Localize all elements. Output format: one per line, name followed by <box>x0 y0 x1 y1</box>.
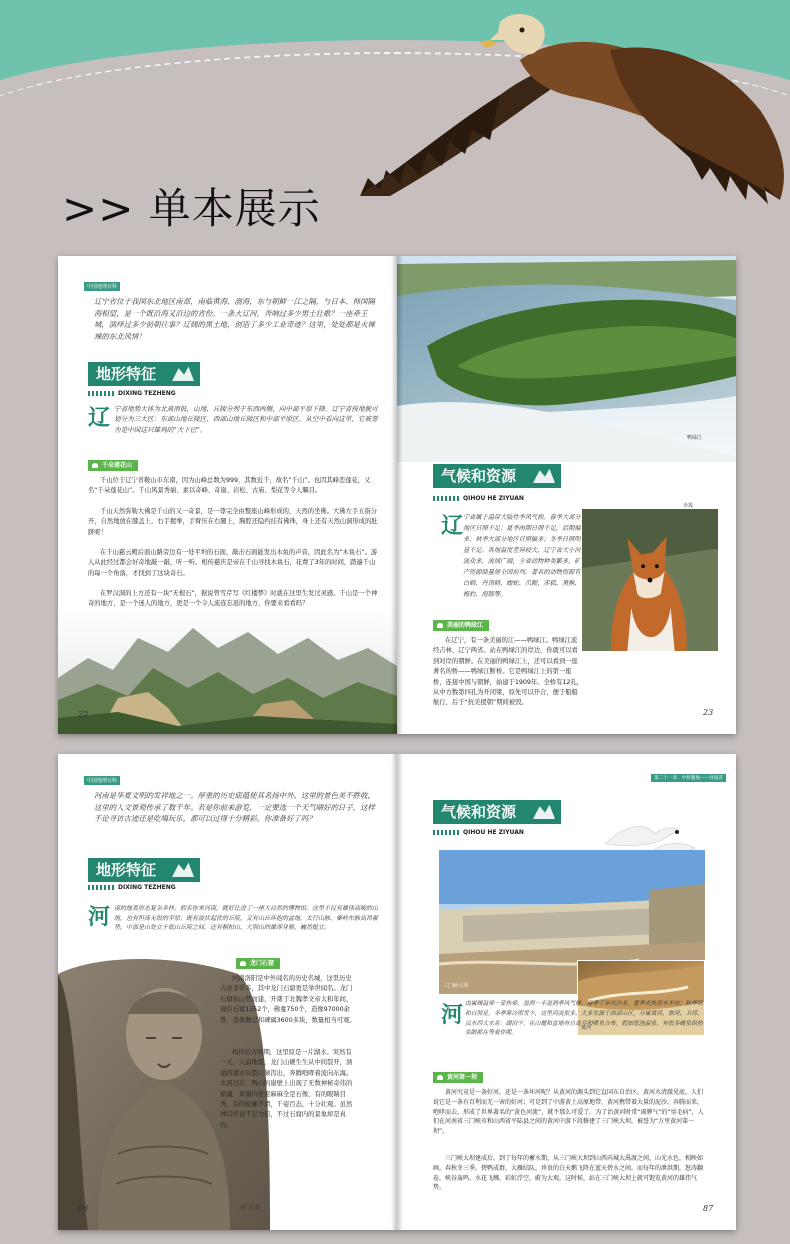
eagle-right-wing <box>610 48 784 201</box>
eagle-image <box>350 0 790 210</box>
book-spread-henan <box>58 754 736 1230</box>
book-spread-liaoning <box>58 256 736 734</box>
paragraph-1: 黄河究竟是一条好河，还是一条坏河呢？从黄河的源头到它直国东自治区，黄河水清澈见底，人们说它是一条有百利而无一害的好河；可是到了中游黄土高原地带，黄河携带着大量的泥沙，奔腾而来，咆哮而去，形成了世界著名的“黄色河流”，就不那么可爱了。为了治黄河时常“闹脾气”的“臭毛病”，人们在河南省三门峡市和山西省平陆县之间的黄河中游下段修建了三门峡大坝，被誉为“万里黄河第一坝”。 <box>433 1089 704 1136</box>
fox-caption: 赤狐 <box>683 503 694 509</box>
page-23 <box>397 256 736 734</box>
heading-climate-label: 气候和资源 <box>441 467 517 485</box>
sub-heading-longmen: 龙门石窟 <box>236 958 280 969</box>
lake-caption: 鸭绿江 <box>687 435 703 441</box>
paragraph-4: 在罗汉洞的上方还有一块“无根石”，据说曾雪芹写《红楼梦》时就在这里生发过灵感。千山是一个神奇的地方，是一个迷人的地方，更是一个令人流连忘返的地方，你要来看看吗？ <box>88 590 378 608</box>
hill-icon <box>533 467 555 483</box>
dropcap: 河 <box>88 904 111 930</box>
series-tag: 中国地理百科 <box>84 282 120 291</box>
page-86 <box>58 754 397 1230</box>
climate-text: 宁省属于温带大陆性季风气候。春季大部分地区日照不足；夏季雨期日照不足，后期偏多；秋季大部分地区日照偏多；冬季日照明显不足。各地温度差异较大，辽宁省大小河流众多，流域广阔，全省动物种类繁多，矿产资源储量居全国前列。著名的动物资源有白鹤、丹顶鹤、蝮蛇、爪鲵、赤狐、黑熊、梅豹、海豚等。 <box>463 514 581 598</box>
chapter-number: 第二十一章 <box>654 776 678 781</box>
pinyin-bar <box>433 830 459 835</box>
paragraph-2: 相传远古时期，这里原是一片湖水。突然有一天，天崩地裂，龙门山硬生生从中间裂开，汹涌的湖水从裂口倾泻出，奔腾咆哮着流向东海。水流过后，两山的崖壁上出现了无数神秘奇伟的窟窿，窟窿内密密麻麻全是石像，有的眼睛目秀，有的轮廓不清，千姿百态，十分壮观。虽然神话传说不足为信，不过石窟内的景象却是真的。 <box>220 1049 353 1129</box>
page-number: 22 <box>78 710 89 719</box>
heading-climate-label: 气候和资源 <box>441 803 517 821</box>
page-number: 86 <box>78 1204 89 1213</box>
terrain-text: 南的地表形态复杂多样。假若你来河南，就好比进了一座大自然的博物馆。这里不仅有雄伟高峻的山地，也有坦荡无垠的平原；既有波状起伏的丘陵，又有山丘环抱的盆地，太行山脉、秦岭东脉高昂蓄势，中部是山处立于低山丘陵之间，还有桐柏山、大别山的雄浑身躯，巍然挺立。 <box>114 905 379 932</box>
pinyin-bar <box>88 391 114 396</box>
intro-text: 辽宁省位于我国东北地区南部，南临黄海、渤海，东与朝鲜一江之隔，与日本、韩国隔海相望，是一个既沿海又沿边的省份。一条大辽河，奔响过多少男士壮歌？一座牵王城，演绎过多少前朝往事？辽阔的黑土地，创造了多少工业奇迹？这里，处处都是火辣辣的东北风情！ <box>94 297 375 341</box>
page-number: 87 <box>703 1204 714 1213</box>
chapter-tag <box>651 774 726 782</box>
yellow-caption: 黄河 <box>581 1025 592 1031</box>
sub-heading-qianshan: 千朵莲花山 <box>88 460 138 471</box>
heading-climate <box>433 464 561 488</box>
page-87 <box>397 754 736 1230</box>
eagle-left-wing-feathers <box>360 95 500 196</box>
sub-heading-yalu: 美丽的鸭绿江 <box>433 620 489 631</box>
page-22 <box>58 256 397 734</box>
heading-terrain-label: 地形特征 <box>96 861 157 879</box>
paragraph-1: 千山位于辽宁省鞍山市东南，因为山峰总数为999，其数近千，故名“千山”。也因其峰峦莲花，又名“千朵莲花山”。千山风景秀丽、素以奇峰、奇崖、岩松、古庙、梨花等令人瞩目。 <box>88 477 371 495</box>
red-fox-photo <box>581 508 719 652</box>
section-title: >> 单本展示 <box>62 184 321 233</box>
hill-icon <box>172 365 194 381</box>
heading-terrain-pinyin: DIXING TEZHENG <box>118 884 176 891</box>
pinyin-bar <box>433 496 459 501</box>
paragraph-2: 三门峡大坝建成后，到了每年的蓄水期，从三门峡大坝到山西芮城大禹渡之间，山光水色，相映如画。春秋冬三季，碧鸭成群，大雁结队，珍贵的白天鹅飞降在蓝天碧水之间。而每年的泄洪期，怒涛翻卷，峡谷轰鸣，水花飞溅，彩虹浮空，蔚为大观。这时候，站在三门峡大坝上就可饱览黄河的雄伟气势。 <box>433 1155 704 1192</box>
heading-terrain <box>88 858 200 882</box>
hill-icon <box>172 861 194 877</box>
paragraph-1: 河南洛阳是中外闻名的历史名城，这里历史古迹非常多，其中龙门石窟更是举世闻名。龙门石窟依山势而建，开凿于北魏孝文帝太和年间，现存石窟1352个，佛龛750个，造像97000余尊，造像题记和碑碣3600多块，数量相当可观。 <box>220 975 356 1024</box>
dropcap: 辽 <box>441 513 464 539</box>
book-gutter <box>391 754 403 1230</box>
series-tag: 中国地理百科 <box>84 776 120 785</box>
chapter-title: 中原腹地——河南省 <box>681 776 723 781</box>
heading-climate <box>433 800 561 824</box>
paragraph-3: 在千山慈云殿后面山路旁边有一处平坦的石面，敲击石面能发出木鱼的声音，因此名为“木鱼石”。游人从此经过都会好奇地敲一敲，听一听。相传慈庆是帝在千山寻找木鱼石，花费了3年的时间，踏遍千山的每一个角落，才找到了这块奇石。 <box>88 549 378 577</box>
paragraph-2: 千山天然弥勒大佛是千山的又一奇景，是一尊完全由整座山峰形成的，天然的坐佛。大佛左手五指分开，自然地放在膝盖上，右手握拳，手臂压在右腿上，胸腔还隐约挂有佛珠，身上还有天然山洞形成的肚脐呢！ <box>88 508 378 536</box>
pinyin-bar <box>88 885 114 890</box>
mountain-photo <box>58 608 397 734</box>
hill-icon <box>533 803 555 819</box>
terrain-text: 宁省地势大体为北高南低，山地、丘陵分列于东西两侧，向中部平原下降。辽宁省按地貌可划分为三大区：东部山地丘陵区，西部山地丘陵区和中部平原区。从空中看向这里，它被誉为是中国这只雄鸡的“大下巴”。 <box>114 405 378 434</box>
heading-climate-pinyin: QIHOU HE ZIYUAN <box>463 495 524 502</box>
yalu-river-photo <box>397 256 736 462</box>
intro-text: 河南是华夏文明的发祥地之一。厚重的历史底蕴使其名扬中外。这里的景色美不胜收，这里的人文景观传承了数千年。若是你前来游览，一定要选一个天气晴好的日子，这样不论寻访古迹还是吃喝玩乐，都可以过得十分精彩。你准备好了吗？ <box>94 791 375 823</box>
heading-terrain-pinyin: DIXING TEZHENG <box>118 390 176 397</box>
climate-text: 南属暖温带－亚热带、湿润－半湿润季风气候。春季干旱风沙多，夏季炎热雨水丰沛；秋季晴和日照足，冬季寒冷雨雪少，这里河流很多，大多发源于西部山区，分属黄河、淮河、卫河、汉水四大水系：湖泊少。在山麓和盆地有自流井和喷泉分布。假如您泡温泉，有很多暖泉供热泉眼都在等着你呢。 <box>465 1001 703 1037</box>
dropcap: 辽 <box>88 405 111 431</box>
heading-terrain-label: 地形特征 <box>96 365 157 383</box>
heading-climate-pinyin: QIHOU HE ZIYUAN <box>463 829 524 836</box>
book-gutter <box>391 256 403 734</box>
buddha-caption: 龙门石窟 <box>240 1205 261 1211</box>
dam-caption: 三门峡大坝 <box>443 983 469 989</box>
eagle-head <box>490 14 545 54</box>
page-number: 23 <box>703 708 714 717</box>
eagle-beak <box>480 40 498 48</box>
heading-terrain <box>88 362 200 386</box>
yalu-paragraph: 在辽宁，有一条美丽的江——鸭绿江。鸭绿江流经吉林、辽宁两省。站在鸭绿江的岸边，你就可以看到对岸的朝鲜。在美丽的鸭绿江上，还可以看到一座著名的桥——鸭绿江断桥。它是鸭绿江上的第一座桥，连接中国与朝鲜，始建于1909年。全桥有12孔，从中方数第四孔为开闭梁，原先可以开合，便于船船航行，后于“抗美援朝”期间被毁。 <box>433 637 583 707</box>
sub-heading-dam: 黄河第一坝 <box>433 1072 483 1083</box>
dropcap: 河 <box>441 1002 464 1028</box>
